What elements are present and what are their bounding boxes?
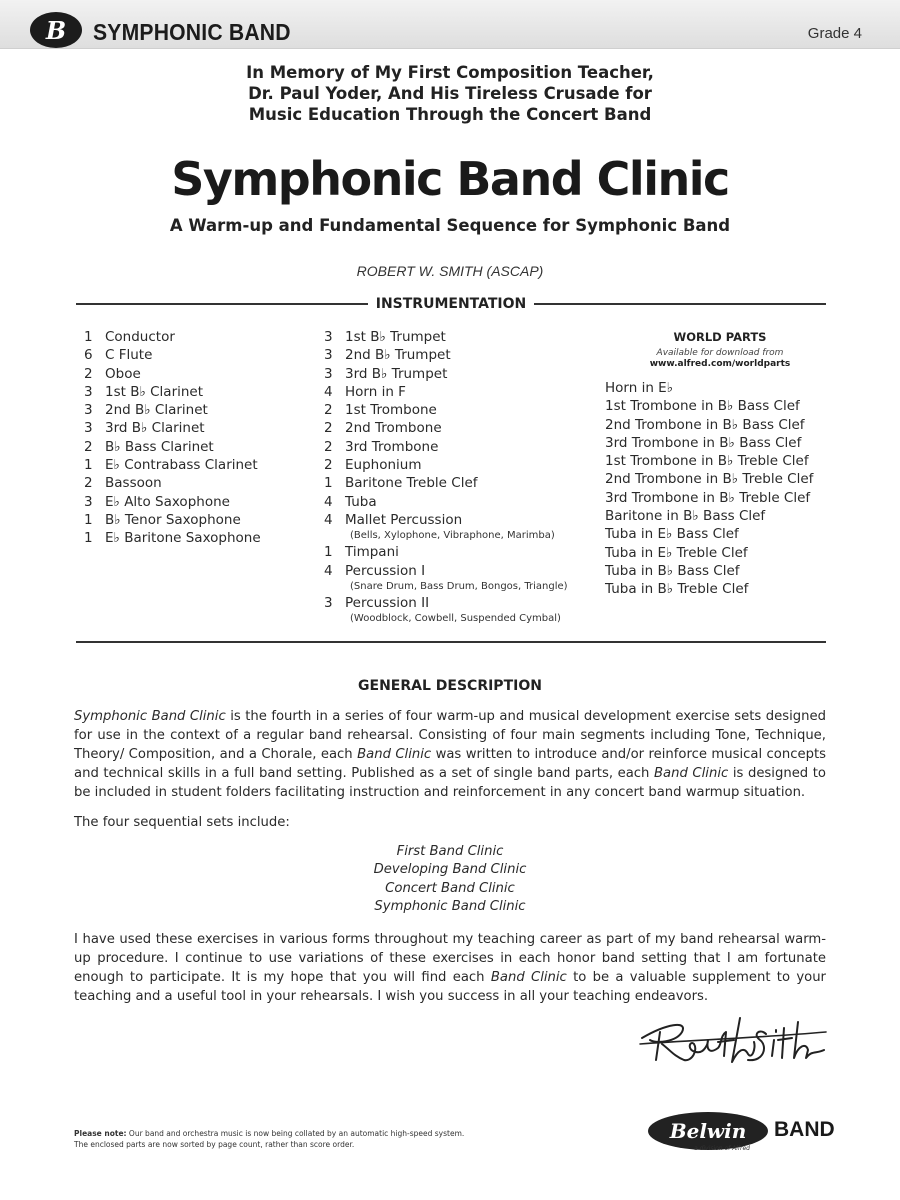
part-name: Percussion II: [345, 594, 430, 611]
world-parts-list: [605, 379, 835, 599]
part-name: E♭ Alto Saxophone: [105, 493, 230, 510]
world-part-item: 2nd Trombone in B♭ Treble Clef: [605, 471, 814, 488]
part-name: Tuba: [345, 493, 377, 510]
part-name: C Flute: [105, 347, 153, 364]
instrument-row: [84, 365, 261, 383]
part-name: 1st Trombone: [345, 402, 437, 419]
part-name: E♭ Contrabass Clarinet: [105, 457, 258, 474]
part-name: 3rd B♭ Trumpet: [345, 365, 448, 382]
part-name: E♭ Baritone Saxophone: [105, 530, 261, 547]
part-quantity: 2: [84, 475, 93, 492]
publisher-tagline: a division of Alfred: [694, 1145, 750, 1152]
belwin-band-label: BAND: [774, 1118, 835, 1141]
italic-title: Band Clinic: [490, 970, 567, 985]
part-quantity: 1: [324, 475, 333, 492]
set-item: Concert Band Clinic: [385, 880, 515, 896]
grade-label: Grade 4: [807, 25, 862, 42]
part-quantity: 4: [324, 493, 333, 510]
series-logo: B: [30, 12, 82, 48]
italic-title: Band Clinic: [357, 747, 432, 762]
part-name: 2nd Trombone: [345, 420, 442, 437]
instrument-row: [84, 438, 261, 456]
part-quantity: 2: [84, 438, 93, 455]
world-part-item: 2nd Trombone in B♭ Bass Clef: [605, 416, 805, 433]
part-name: Horn in F: [345, 383, 406, 400]
text-run: to be a valuable supplement to your teaching and a useful tool in your rehearsals. I wish you success in all your teaching endeavors.: [74, 970, 826, 1004]
part-name: 1st B♭ Clarinet: [105, 383, 204, 400]
part-quantity: 3: [324, 329, 333, 345]
world-part-item: Tuba in E♭ Bass Clef: [605, 526, 739, 543]
world-parts: [605, 330, 835, 599]
world-parts-note: Available for download from: [656, 348, 784, 358]
instrument-row: [324, 543, 568, 561]
text-run: I have used these exercises in various forms throughout my teaching career as part of my band rehearsal warm-up procedure. I continue to use variations of these exercises in each honor band setting that I am fortunate enough to participate. It is my hope that you will find each: [74, 932, 826, 985]
world-part-item: 1st Trombone in B♭ Treble Clef: [605, 453, 809, 470]
page-title: Symphonic Band Clinic: [171, 152, 729, 206]
part-name: Conductor: [105, 329, 175, 345]
belwin-logo: Belwin: [648, 1112, 768, 1150]
instrument-row: [84, 493, 261, 511]
composer-credit: ROBERT W. SMITH (ASCAP): [356, 263, 544, 279]
part-quantity: 1: [84, 457, 93, 474]
part-quantity: 2: [84, 365, 93, 382]
note-text: The enclosed parts are now sorted by page count, rather than score order.: [74, 1140, 355, 1149]
instrument-row: [84, 511, 261, 529]
note-label: Please note:: [74, 1129, 127, 1138]
part-name: Bassoon: [105, 475, 162, 492]
part-name: Oboe: [105, 365, 141, 382]
part-name: Mallet Percussion: [345, 511, 463, 528]
world-part-item: Tuba in E♭ Treble Clef: [605, 544, 748, 561]
instrument-row: [324, 456, 568, 474]
part-quantity: 3: [324, 365, 333, 382]
part-quantity: 2: [324, 457, 333, 474]
dedication-line: In Memory of My First Composition Teacher,: [246, 63, 654, 82]
part-quantity: 3: [324, 347, 333, 364]
world-part-item: 3rd Trombone in B♭ Bass Clef: [605, 434, 802, 451]
part-quantity: 1: [84, 329, 93, 345]
world-part-item: Baritone in B♭ Bass Clef: [605, 508, 766, 525]
text-run: is the fourth in a series of four warm-up and musical development exercise sets designed for use in the context of a regular band rehearsal. Consisting of four main segments including Tone, Technique, Theory/ Composition, and a Chorale, each: [74, 709, 826, 762]
part-name: Timpani: [345, 544, 399, 561]
part-quantity: 2: [324, 402, 333, 419]
part-quantity: 4: [324, 562, 333, 579]
world-part-item: 1st Trombone in B♭ Bass Clef: [605, 398, 800, 415]
description-paragraph: [74, 707, 826, 802]
instrument-row: [84, 474, 261, 492]
part-quantity: 3: [84, 402, 93, 419]
instrument-row: [84, 401, 261, 419]
instrument-row: [324, 401, 568, 419]
world-part-item: Tuba in B♭ Treble Clef: [605, 581, 749, 598]
part-name: 1st B♭ Trumpet: [345, 329, 446, 345]
part-quantity: 3: [84, 420, 93, 437]
world-parts-url[interactable]: www.alfred.com/worldparts: [649, 359, 791, 369]
italic-title: Symphonic Band Clinic: [74, 709, 226, 724]
part-name: 3rd Trombone: [345, 438, 439, 455]
part-name: B♭ Tenor Saxophone: [105, 511, 241, 528]
part-note: (Woodblock, Cowbell, Suspended Cymbal): [350, 613, 561, 625]
instrument-row: [84, 328, 261, 346]
part-quantity: 1: [84, 511, 93, 528]
closing-paragraph: [74, 930, 826, 1006]
part-name: Euphonium: [345, 457, 422, 474]
sets-intro: The four sequential sets include:: [74, 815, 290, 830]
part-quantity: 2: [324, 420, 333, 437]
part-quantity: 3: [84, 383, 93, 400]
part-name: 2nd B♭ Trumpet: [345, 347, 451, 364]
instrument-row: [84, 419, 261, 437]
part-quantity: 4: [324, 383, 333, 400]
instrument-row: [324, 419, 568, 437]
instrument-row: [324, 493, 568, 511]
instrument-row: [324, 511, 568, 529]
part-quantity: 6: [84, 347, 93, 364]
italic-title: Band Clinic: [654, 766, 729, 781]
instrument-row: [324, 594, 568, 612]
instrument-row: [84, 456, 261, 474]
text-run: is designed to be included in student folders facilitating instruction and reinforcement in any concert band warmup situation.: [74, 766, 826, 800]
part-name: Baritone Treble Clef: [345, 475, 478, 492]
instrument-row: [84, 346, 261, 364]
instrument-row: [84, 529, 261, 547]
part-quantity: 3: [84, 493, 93, 510]
part-note: (Bells, Xylophone, Vibraphone, Marimba): [350, 530, 555, 542]
part-name: Percussion I: [345, 562, 426, 579]
part-note: (Snare Drum, Bass Drum, Bongos, Triangle): [350, 580, 568, 592]
part-quantity: 3: [324, 594, 333, 611]
text-run: was written to introduce and/or reinforce musical concepts and technical skills in a full band setting. Published as a set of single band parts, each: [74, 747, 826, 781]
divider: [534, 303, 826, 305]
sets-list: [0, 843, 900, 916]
instrument-row: [324, 365, 568, 383]
set-item: First Band Clinic: [396, 844, 504, 859]
collation-note: [74, 1128, 464, 1150]
instrument-row: [324, 438, 568, 456]
divider: [76, 641, 826, 643]
instrument-row: [324, 562, 568, 580]
dedication: [0, 62, 900, 125]
set-item: Developing Band Clinic: [373, 862, 527, 878]
part-quantity: 4: [324, 511, 333, 528]
world-part-item: Horn in E♭: [605, 380, 674, 396]
instrument-row: [84, 383, 261, 401]
instrumentation-heading: [76, 296, 826, 312]
world-part-item: 3rd Trombone in B♭ Treble Clef: [605, 489, 811, 506]
part-name: B♭ Bass Clarinet: [105, 438, 214, 455]
set-item: Symphonic Band Clinic: [374, 898, 526, 914]
note-text: Our band and orchestra music is now being collated by an automatic high-speed system.: [126, 1129, 465, 1138]
instrument-row: [324, 383, 568, 401]
part-name: 3rd B♭ Clarinet: [105, 420, 205, 437]
dedication-line: Music Education Through the Concert Band: [248, 105, 652, 124]
instrument-row: [324, 328, 568, 346]
instrument-row: [324, 474, 568, 492]
instrument-list-brass-percussion: [324, 328, 568, 626]
instrument-list-woodwinds: [84, 328, 261, 548]
divider: [76, 303, 368, 305]
series-title: SYMPHONIC BAND: [93, 19, 291, 45]
composer-signature: [636, 1010, 831, 1072]
part-quantity: 1: [84, 530, 93, 547]
page-subtitle: A Warm-up and Fundamental Sequence for Symphonic Band: [169, 216, 731, 235]
world-parts-heading: WORLD PARTS: [673, 330, 767, 344]
instrument-row: [324, 346, 568, 364]
dedication-line: Dr. Paul Yoder, And His Tireless Crusade for: [248, 84, 652, 103]
general-description-heading: GENERAL DESCRIPTION: [358, 678, 542, 694]
world-part-item: Tuba in B♭ Bass Clef: [605, 562, 740, 579]
part-name: 2nd B♭ Clarinet: [105, 402, 208, 419]
part-quantity: 2: [324, 438, 333, 455]
part-quantity: 1: [324, 544, 333, 561]
instrumentation-heading-label: INSTRUMENTATION: [375, 296, 527, 312]
